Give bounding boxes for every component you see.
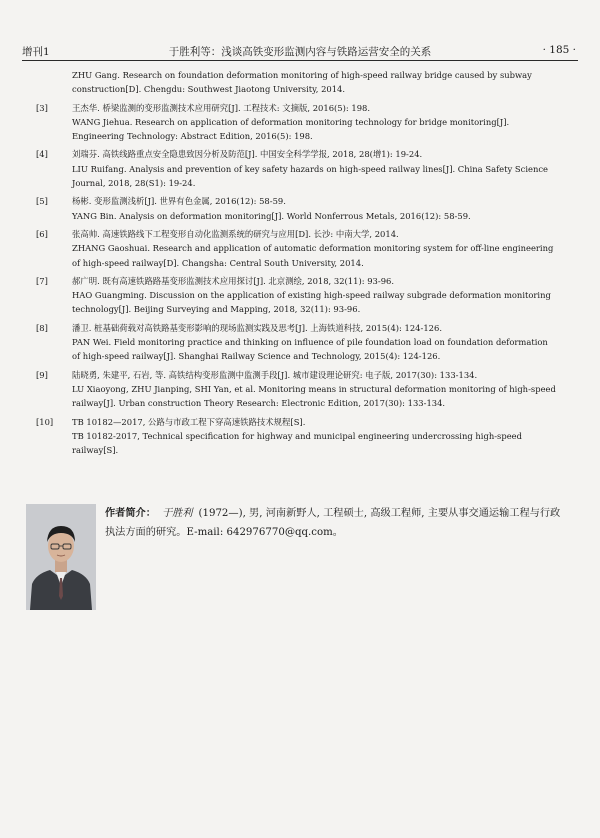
author-photo: [26, 504, 96, 610]
author-portrait-icon: [26, 504, 96, 610]
reference-chinese: 张高帅. 高速铁路线下工程变形自动化监测系统的研究与应用[D]. 长沙: 中南大学, 2014.: [72, 228, 399, 239]
reference-english: PAN Wei. Field monitoring practice and thinking on influence of pile foundation load on foundation deformation of high-speed railway[J]. Shanghai Railway Science and Technology, 2015(4): 124-126.: [72, 337, 548, 362]
reference-list: [36, 68, 556, 461]
issue-label: 增刊1: [22, 46, 50, 58]
reference-item: [36, 194, 556, 223]
reference-english: LIU Ruifang. Analysis and prevention of key safety hazards on high-speed railway lines[J]. China Safety Science Journal, 2018, 28(S1): 19-24.: [72, 163, 548, 189]
reference-english: WANG Jiehua. Research on application of deformation monitoring technology for bridge monitoring[J]. Engineering Technology: Abstract Edition, 2016(5): 198.: [72, 116, 510, 142]
reference-english: HAO Guangming. Discussion on the application of existing high-speed railway subgrade deformation monitoring technology[J]. Beijing Surveying and Mapping, 2018, 32(11): 93-96.: [72, 290, 551, 315]
reference-chinese: 王杰华. 桥梁监测的变形监测技术应用研究[J]. 工程技术: 文摘版, 2016(5): 198.: [72, 102, 371, 113]
reference-item: [36, 68, 556, 97]
bio-details: (1972—), 男, 河南新野人, 工程硕士, 高级工程师, 主要从事交通运输工程与行政执法方面的研究。E-mail: 642976770@qq.com。: [105, 508, 561, 538]
reference-english: ZHU Gang. Research on foundation deformation monitoring of high-speed railway bridge caused by subway construction[D]. Chengdu: Southwest Jiaotong University, 2014.: [72, 70, 532, 95]
reference-chinese: 潘卫. 桩基础荷载对高铁路基变形影响的现场监测实践及思考[J]. 上海铁道科技, 2015(4): 124-126.: [72, 322, 442, 333]
reference-number: [9]: [36, 369, 48, 380]
reference-english: ZHANG Gaoshuai. Research and application of automatic deformation monitoring system for off-line engineering of high-speed railway[D]. Changsha: Central South University, 2014.: [72, 243, 554, 268]
reference-item: [36, 227, 556, 270]
running-title: 于胜利等：浅谈高铁变形监测内容与铁路运营安全的关系: [168, 46, 432, 58]
reference-item: [36, 147, 556, 190]
reference-number: [6]: [36, 228, 48, 239]
reference-chinese: 陆晓勇, 朱建平, 石岩, 等. 高铁结构变形监测中监测手段[J]. 城市建设理论研究: 电子版, 2017(30): 133-134.: [72, 369, 478, 380]
reference-number: [4]: [36, 149, 48, 160]
author-bio: [26, 504, 562, 614]
reference-item: [36, 368, 556, 411]
page-number: · 185 ·: [542, 44, 576, 56]
reference-item: [36, 101, 556, 144]
reference-number: [5]: [36, 196, 48, 207]
reference-chinese: 杨彬. 变形监测浅析[J]. 世界有色金属, 2016(12): 58-59.: [72, 196, 286, 207]
reference-number: [10]: [36, 416, 54, 427]
reference-english: LU Xiaoyong, ZHU Jianping, SHI Yan, et al. Monitoring means in structural deformation monitoring of high-speed railway[J]. Urban construction Theory Research: Electronic Edition, 2017(30): 133-134.: [72, 383, 556, 409]
author-name: 于胜利: [161, 508, 193, 519]
bio-text: [105, 504, 565, 542]
reference-chinese: TB 10182—2017, 公路与市政工程下穿高速铁路技术规程[S].: [72, 416, 306, 427]
bio-label: 作者简介：: [105, 507, 156, 519]
reference-number: [8]: [36, 322, 48, 333]
reference-item: [36, 415, 556, 458]
reference-item: [36, 274, 556, 317]
reference-english: YANG Bin. Analysis on deformation monitoring[J]. World Nonferrous Metals, 2016(12): 58-59.: [72, 210, 471, 221]
reference-chinese: 刘瑞芬. 高铁线路重点安全隐患致因分析及防范[J]. 中国安全科学学报, 2018, 28(增1): 19-24.: [72, 149, 423, 160]
reference-number: [3]: [36, 102, 48, 113]
running-header: [22, 44, 578, 61]
reference-number: [7]: [36, 275, 48, 286]
reference-item: [36, 321, 556, 364]
reference-chinese: 郝广明. 既有高速铁路路基变形监测技术应用探讨[J]. 北京测绘, 2018, 32(11): 93-96.: [72, 275, 395, 286]
reference-english: TB 10182-2017, Technical specification for highway and municipal engineering undercrossing high-speed railway[S].: [72, 430, 522, 456]
